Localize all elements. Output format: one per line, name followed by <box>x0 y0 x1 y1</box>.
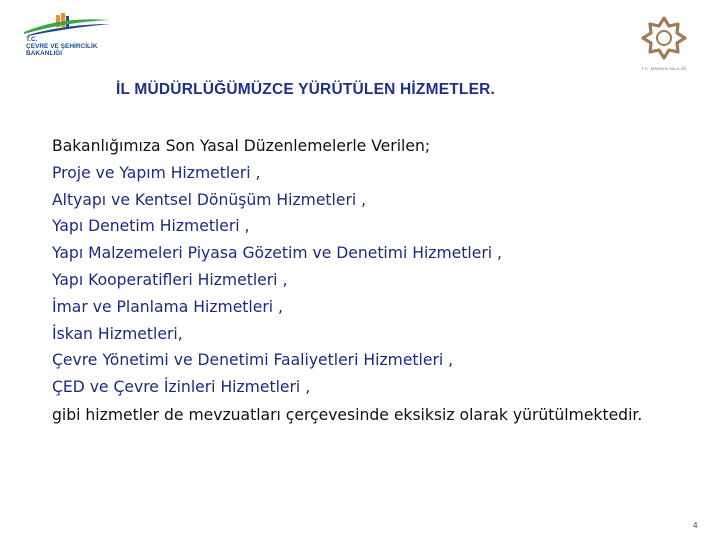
ministry-emblem-icon <box>22 12 112 36</box>
governorship-logo <box>632 12 696 78</box>
service-item: Proje ve Yapım Hizmetleri , <box>52 163 261 182</box>
service-item: Yapı Kooperatifleri Hizmetleri , <box>52 270 288 289</box>
governorship-logo-text: T.C. MARDİN VALİLİĞİ <box>641 66 687 71</box>
ministry-logo <box>22 12 142 68</box>
intro-text: Bakanlığımıza Son Yasal Düzenlemelerle Verilen; <box>52 137 431 155</box>
governorship-emblem-icon <box>632 12 696 66</box>
service-item: İmar ve Planlama Hizmetleri , <box>52 297 283 316</box>
service-item: Yapı Denetim Hizmetleri , <box>52 217 250 236</box>
services-list <box>52 133 672 426</box>
service-item: İskan Hizmetleri, <box>52 324 183 343</box>
service-item: Çevre Yönetimi ve Denetimi Faaliyetleri Hizmetleri , <box>52 351 454 370</box>
service-item: Altyapı ve Kentsel Dönüşüm Hizmetleri , <box>52 190 367 209</box>
service-item: ÇED ve Çevre İzinleri Hizmetleri , <box>52 378 311 397</box>
ministry-logo-line: ÇEVRE VE ŞEHİRCİLİK <box>26 43 98 50</box>
page-number: 4 <box>693 521 698 530</box>
ministry-logo-line: BAKANLIĞI <box>26 50 63 57</box>
service-item: Yapı Malzemeleri Piyasa Gözetim ve Denetimi Hizmetleri , <box>52 244 502 263</box>
ministry-logo-line: T.C. <box>26 36 38 43</box>
page-title: İL MÜDÜRLÜĞÜMÜZCE YÜRÜTÜLEN HİZMETLER. <box>116 81 496 98</box>
closing-text: gibi hizmetler de mevzuatları çerçevesinde eksiksiz olarak yürütülmektedir. <box>52 405 643 424</box>
